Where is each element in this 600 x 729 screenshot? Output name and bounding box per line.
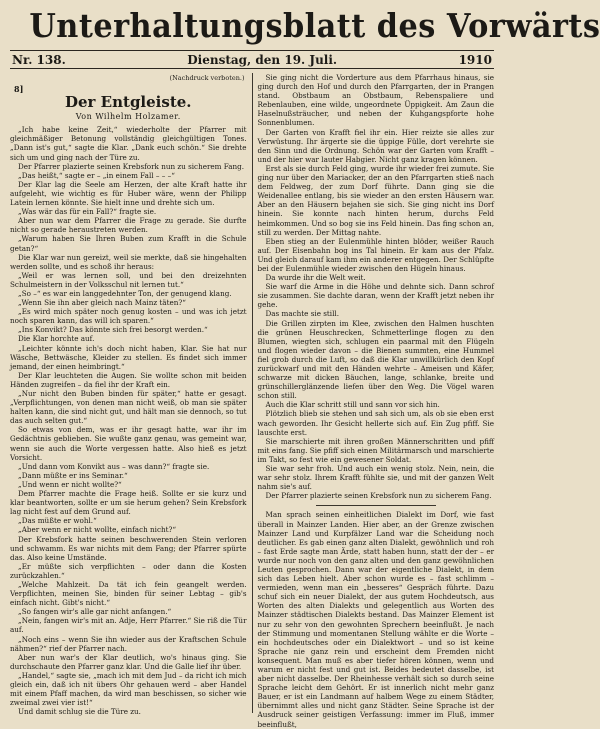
paragraph: „Dann müßte er ins Seminar.“: [18, 470, 128, 480]
paragraph: Der Pfarrer plazierte seinen Krebsfork nun zu sicherem Fang.: [18, 161, 245, 171]
paragraph: „So fangen wir's alle gar nicht anfangen.“: [18, 607, 172, 617]
paragraph: Auch die Klar schritt still und sann vor sich hin.: [265, 400, 440, 410]
article-title: Der Entgleiste.: [65, 93, 192, 112]
paragraph: Man sprach seinen einheitlichen Dialekt im Dorf, wie fast überall in Mainzer Landen. Hier aber, an der Grenze zwischen Mainzer Land und Kurpfälzer Land war die Scheidung noch deutlicher. Es gab einen ganz alten Dialekt, gewöhnlich und roh – fast Erde sagte man Ärde, statt haben hunn, statt der der – er wurde nur noch von den ganz alten und den ganz gewöhnlichen Leuten gesprochen. Dann war der eigentliche Dialekt, in dem sich das Leben hielt. Aber schon wurde es – fast schlimm – vermieden, wenn man ein „besseres“ Gespräch führte. Dazu schuf sich ein neuer Dialekt, der aus gutem Hochdeutsch, aus Worten des alten Dialekts und gelegentlich aus Worten des Mainzer städtischen Dialekts bestand. Das Mainzer Element ist nur zu sehr von den gewohnten Sprechern beeinflußt. Je nach der Stimmung und momentanen Stellung wählte er die Worte – ein hochdeutsches oder ein Dialektwort – und so ist keine Sprache nie ganz rein und erscheint dem Fremden nicht konsequent. Man muß es aber tiefer hören können, wenn und warum er nicht fest und gut ist. Beides bedeutet dasselbe, ist aber nicht dasselbe. Der Rheinhesse verhält sich so durch seine Sprache leicht dem Gehört. Er ist innerlich nicht mehr ganz Bauer, er ist ein Landmann auf halbem Wege zu einem Städter, übernimmt alles und nicht ganz Städter. Seine Sprache ist der Ausdruck seiner geistigen Verfassung: immer im Fluß, immer beeinflußt,: [257, 510, 495, 729]
column-divider: [252, 73, 253, 713]
paragraph: „Wenn Sie ihn aber gleich nach Mainz täten?“: [18, 298, 186, 308]
paragraph: „Warum haben Sie Ihren Buben zum Krafft in die Schule getan?“: [10, 234, 247, 253]
paragraph: „Er müßte sich verpflichten – oder dann die Kosten zurückzahlen.“: [10, 561, 247, 580]
paragraph: Da wurde ihr die Welt weit.: [265, 273, 366, 283]
paragraph: „Ins Konvikt? Das könnte sich frei besorgt werden.“: [18, 325, 208, 335]
paragraph: „Nur nicht den Buben binden für später,“ hatte er gesagt. „Verpflichtungen, von denen man nicht weiß, ob man sie später halten kann, die sind nicht gut, und hält man sie dennoch, so tut das auch selten gut.“: [10, 389, 247, 426]
reprint-note: (Nachdruck verboten.): [169, 74, 245, 82]
paragraph: Das machte sie still.: [265, 309, 339, 319]
dateline: [10, 50, 494, 69]
paragraph: Die Klar horchte auf.: [18, 334, 95, 344]
paragraph: „Und wenn er nicht wollte?“: [18, 479, 122, 489]
paragraph: „Ich habe keine Zeit,“ wiederholte der Pfarrer mit gleichmäßiger Betonung vollständig gleichgültigen Tones. „Dann ist's gut,“ sagte die Klar. „Dank euch schön.“ Sie drehte sich um und ging nach der Türe zu.: [10, 125, 247, 162]
section-number: 8]: [14, 84, 24, 95]
paragraph: „Aber wenn er nicht wollte, einfach nicht?“: [18, 525, 177, 535]
paragraph: „Was wär das für ein Fall?“ fragte sie.: [18, 207, 157, 217]
paragraph: „Und dann vom Konvikt aus – was dann?“ fragte sie.: [18, 461, 210, 471]
paragraph: Sie warf die Arme in die Höhe und dehnte sich. Dann schrof sie zusammen. Sie dachte daran, wenn der Krafft jetzt neben ihr gehe.: [257, 282, 495, 310]
paragraph: „Welche Mahlzeit. Da tät ich fein geangelt werden. Verpflichten, meinen Sie, binden für seiner Lebtag – gib's einfach nicht. Gibt's nicht.“: [10, 579, 247, 608]
paragraph: „So –“ es war ein langgedehnter Ton, der genugend klang.: [18, 288, 232, 298]
left-body: [10, 125, 247, 716]
paragraph: Erst als sie durch Feld ging, wurde ihr wieder frei zumute. Sie ging nur über den Mariacker, der an den Pfarrgarten stieß nach dem Feldweg, der zum Dorf führte. Dann ging sie die Weidenallee entlang, bis sie wieder an den ersten Häusern war. Aber an den Häusern bejahen sie sich. Sie ging nicht ins Dorf hinein. Sie konnte nach hinten herum, durchs Feld heimkommen. Und so bog sie ins Feld hinein. Das fing schon an, still zu werden. Der Mittag nahte.: [257, 163, 495, 237]
section-divider: [316, 505, 436, 506]
paragraph: „Das müßte er wohl.“: [18, 516, 97, 526]
paragraph: „Leichter könnte ich's doch nicht haben, Klar. Sie hat nur Wäsche, Bettwäsche, Kleider zu stellen. Es findet sich immer jemand, der einen heimbringt.“: [10, 343, 247, 371]
paragraph: „Noch eins – wenn Sie ihn wieder aus der Kraftschen Schule nähmen?“ rief der Pfarrer nach.: [10, 634, 247, 653]
right-body: [258, 73, 495, 729]
paragraph: Die Grillen zirpten im Klee, zwischen den Halmen huschten die grünen Heuschrecken, Schmetterlinge flogen zu den Blumen, wiegten sich, schlugen ein paarmal mit den Flügeln und flogen wieder davon – die Bienen summten, eine Hummel fiel grob durch die Luft, so daß die Klar unwillkürlich den Kopf zurückwarf und mit den Händen wehrte – Ameisen und Käfer, schwarze mit dicken Bäuchen, lange, schlanke, breite und grünschillerglänzende liefen über den Weg. Die Vögel waren schon still.: [257, 318, 495, 401]
paragraph: „Handel,“ sagte sie, „mach ich mit dem Jud – da richt ich mich gleich ein, daß ich nit übers Ohr gehauen werd – aber Handel mit einem Pfaff machen, da wird man beschissen, so sicher wie zweimal zwei vier ist!“: [10, 670, 247, 708]
masthead: Unterhaltungsblatt des Vorwärts: [29, 6, 600, 45]
paragraph: Der Klar lag die Seele am Herzen, der alte Kraft hatte ihr aufgeleht, wie wichtig es für Huber wäre, wenn der Philipp Latein lernen könnte. Sie hielt inne und drehte sich um.: [10, 179, 247, 208]
paragraph: Der Krebsfork hatte seinen beschwerenden Stein verloren und schwamm. Es war nichts mit dem Fang; der Pfarrer spürte das. Also keine Umstände.: [10, 534, 247, 562]
issue-number: Nr. 138.: [12, 53, 66, 67]
paragraph: So etwas von dem, was er ihr gesagt hatte, war ihr im Gedächtnis geblieben. Sie wußte ganz genau, was gemeint war, wenn sie auch die Worte vergessen hatte. Also hieß es jetzt Vorsicht.: [10, 425, 247, 462]
paragraph: Die Klar war nun gereizt, weil sie merkte, daß sie hingehalten werden sollte, und es schoß ihr heraus:: [10, 252, 247, 271]
paragraph: „Das heißt,“ sagte er – „in einem Fall – – –“: [18, 170, 175, 180]
paragraph: Plötzlich blieb sie stehen und sah sich um, als ob sie eben erst wach geworden. Ihr Gesicht hellerte sich auf. Ein Zug pfiff. Sie lauschte erst.: [257, 409, 495, 437]
left-column: [10, 73, 247, 717]
article-author: Von Wilhelm Holzamer.: [75, 112, 181, 122]
paragraph: Der Pfarrer plazierte seinen Krebsfork nun zu sicherem Fang.: [265, 491, 492, 501]
paragraph: „Nein, fangen wir's mit an. Adje, Herr Pfarrer.“ Sie riß die Tür auf.: [10, 616, 247, 635]
paragraph: Sie war sehr froh. Und auch ein wenig stolz. Nein, nein, die war sehr stolz. Ihrem Krafft fühlte sie, und mit der ganzen Welt nahm sie's auf.: [257, 464, 495, 492]
paragraph: Und damit schlug sie die Türe zu.: [18, 707, 141, 717]
paragraph: Der Klar leuchteten die Augen. Sie wollte schon mit beiden Händen zugreifen – da fiel ihr der Kraft ein.: [10, 370, 247, 389]
paragraph: Dem Pfarrer machte die Frage heiß. Sollte er sie kurz und klar beantworten, sollte er um sie herum gehen? Sein Krebsfork lag nicht fest auf dem Grund auf.: [10, 489, 247, 517]
article-columns: [10, 73, 495, 729]
paragraph: Sie marschierte mit ihren großen Männerschritten und pfiff mit eins fang. Sie pfiff sich einen Militärmarsch und marschierte im Takt, so fest wie ein gewesener Soldat.: [257, 436, 495, 464]
paragraph: Aber nun war dem Pfarrer die Frage zu gerade. Sie durfte nicht so gerade heraustreten werden.: [10, 216, 247, 235]
paragraph: „Es wird mich später noch genug kosten – und was ich jetzt noch sparen kann, das will ich sparen.“: [10, 307, 247, 326]
paragraph: Sie ging nicht die Vorderture aus dem Pfarrhaus hinaus, sie ging durch den Hof und durch den Pfarrgarten, der in Prangen stand. Obstbaum an Obstbaum, Rebenspaliere und Rebenlauben, eine wilde, ungeordnete Üppigkeit. Am Zaun die Haselnußsträucher, und neben der Kuhgangspforte hohe Sonnenblumen.: [257, 73, 495, 128]
paragraph: Der Garten von Krafft fiel ihr ein. Hier reizte sie alles zur Verwüstung. Ihr ärgerte sie die üppige Fülle, dort verehrte sie den Sinn und die Ordnung. Schön war der Garten vom Krafft – und der hier war lauter Habgier. Nicht ganz kragen können.: [257, 127, 495, 164]
issue-date: Dienstag, den 19. Juli.: [187, 53, 338, 67]
right-column: [257, 73, 495, 729]
paragraph: Eben stieg an der Eulenmühle hinten blöder, weißer Rauch auf. Der Eisenbahn bog ins Tal hinein. Er kam aus der Pfalz. Und gleich darauf kam ihm ein anderer entgegen. Der Schlüpfte bei der Eulenmühle wieder zwischen den Hügeln hinaus.: [257, 236, 495, 273]
paragraph: „Weil er was lernen soll, und bei den dreizehnten Schulmeistern in der Volksschul nit lernen tut.“: [10, 270, 247, 289]
issue-year: 1910: [458, 53, 492, 67]
paragraph: Aber nun war's der Klar deutlich, wo's hinaus ging. Sie durchschaute den Pfarrer ganz klar. Und die Galle lief ihr über.: [10, 652, 247, 671]
